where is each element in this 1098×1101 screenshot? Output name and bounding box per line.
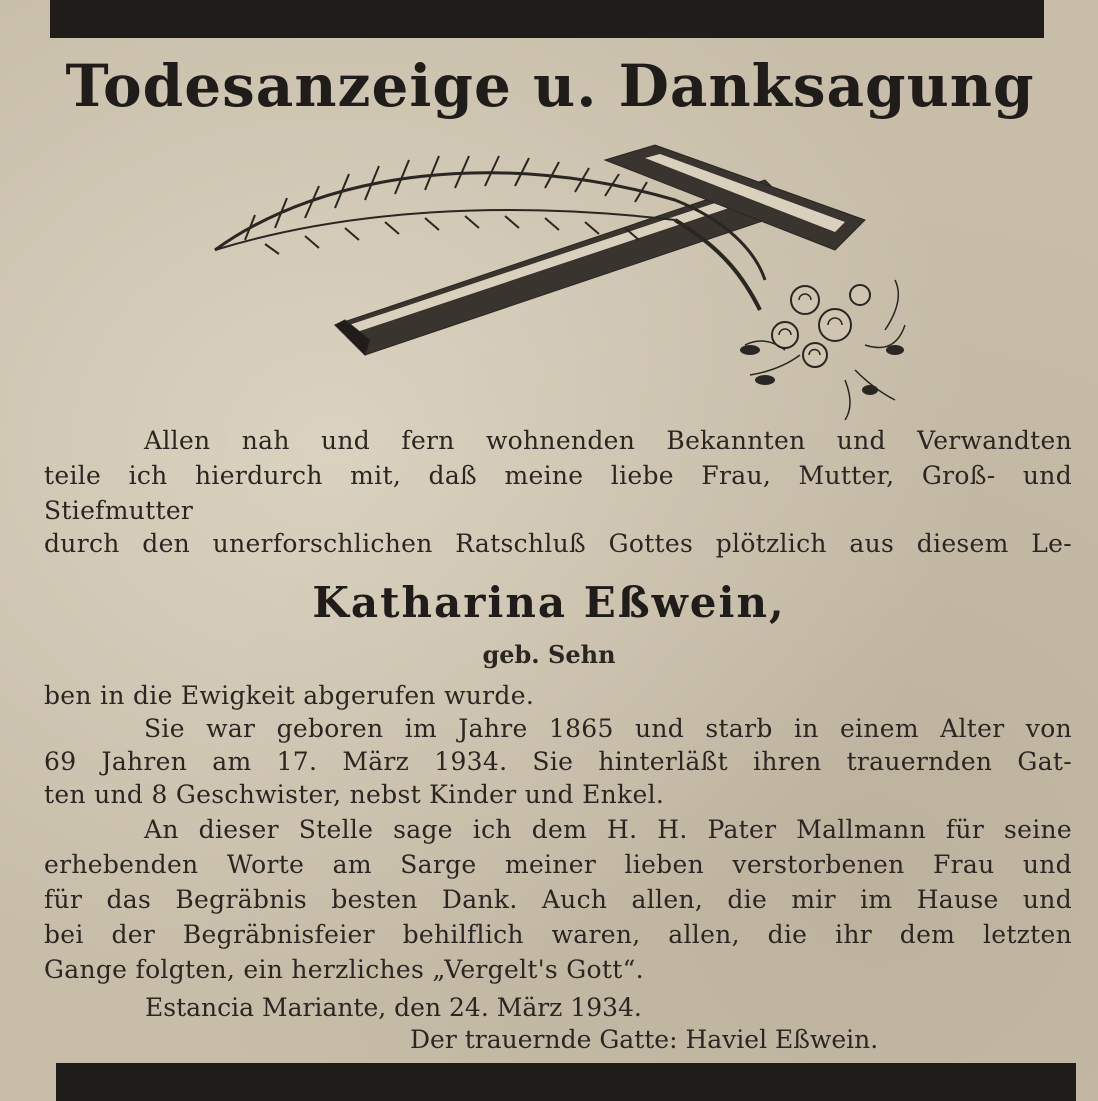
body-line: ten und 8 Geschwister, nebst Kinder und Enkel. <box>44 780 665 809</box>
body-line: An dieser Stelle sage ich dem H. H. Pater Mallmann für seine <box>144 815 1072 844</box>
signature: Der trauernde Gatte: Haviel Eßwein. <box>410 1025 879 1054</box>
intro-line: Stiefmutter <box>44 496 194 525</box>
body-line: bei der Begräbnisfeier behilflich waren, allen, die ihr dem letzten <box>44 920 1072 949</box>
body-line: ben in die Ewigkeit abgerufen wurde. <box>44 681 535 710</box>
body-line: Sie war geboren im Jahre 1865 und starb in einem Alter von <box>144 714 1072 743</box>
top-border-rule <box>50 0 1044 38</box>
body-line: Gange folgten, ein herzliches „Vergelt's Gott“. <box>44 955 644 984</box>
intro-line: teile ich hierdurch mit, daß meine liebe Frau, Mutter, Groß- und <box>44 461 1072 490</box>
intro-line: Allen nah und fern wohnenden Bekannten und Verwandten <box>144 426 1072 455</box>
maiden-name: geb. Sehn <box>482 640 616 669</box>
body-line: für das Begräbnis besten Dank. Auch allen, die mir im Hause und <box>44 885 1072 914</box>
body-line: erhebenden Worte am Sarge meiner lieben verstorbenen Frau und <box>44 850 1072 879</box>
intro-line: durch den unerforschlichen Ratschluß Gottes plötzlich aus diesem Le- <box>44 529 1072 558</box>
body-line: 69 Jahren am 17. März 1934. Sie hinterläßt ihren trauernden Gat- <box>44 747 1072 776</box>
cross-with-palm-frond-and-roses-icon <box>205 140 925 420</box>
place-and-date: Estancia Mariante, den 24. März 1934. <box>145 993 642 1022</box>
deceased-name: Katharina Eßwein, <box>312 578 786 627</box>
notice-title: Todesanzeige u. Danksagung <box>65 52 1035 120</box>
bottom-border-rule <box>56 1063 1076 1101</box>
